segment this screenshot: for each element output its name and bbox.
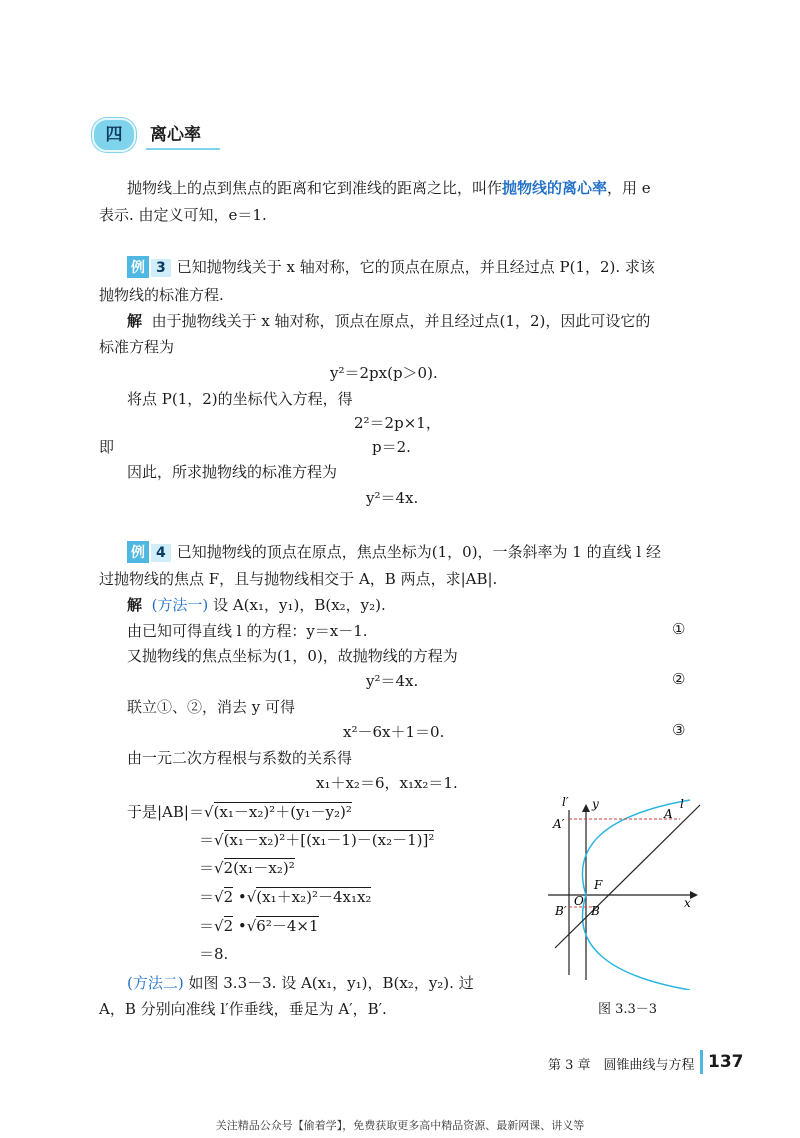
example-4-solution-line-1 xyxy=(127,594,386,615)
label-bprime: B′ xyxy=(555,904,567,918)
derivation-step-5 xyxy=(199,915,319,936)
section-badge: 四 xyxy=(92,118,136,152)
question-text: 已知抛物线关于 x 轴对称，它的顶点在原点，并且经过点 P(1，2). 求该 xyxy=(176,258,655,276)
page-number: 137 xyxy=(708,1052,744,1072)
example-4-question-line-1 xyxy=(127,541,661,563)
example-number: 3 xyxy=(151,259,171,277)
section-underline xyxy=(146,148,220,150)
label-f: F xyxy=(594,878,603,892)
equals-sign: ＝√ xyxy=(199,859,224,877)
ab-prefix: 于是|AB|＝ xyxy=(127,803,204,821)
label-aprime: A′ xyxy=(553,817,565,831)
method-two-text: 如图 3.3－3. 设 A(x₁，y₁)，B(x₂，y₂). 过 xyxy=(188,974,474,992)
radicand-5b: 6²－4×1 xyxy=(256,917,319,935)
dot-operator: •√ xyxy=(233,917,257,935)
intro-line-1 xyxy=(127,177,651,198)
derivation-result: ＝8. xyxy=(199,945,229,963)
example-label: 例 xyxy=(127,256,149,278)
example-4-focus-line: 又抛物线的焦点坐标为(1，0)，故抛物线的方程为 xyxy=(127,647,458,665)
derivation-step-3 xyxy=(199,857,295,878)
eccentricity-term: 抛物线的离心率 xyxy=(502,179,608,197)
figure-caption: 图 3.3－3 xyxy=(598,1002,658,1017)
method-two-line-2: A，B 分别向准线 l′作垂线，垂足为 A′，B′. xyxy=(99,1000,387,1018)
intro-text: 抛物线上的点到焦点的距离和它到准线的距离之比，叫作 xyxy=(127,179,503,197)
method-two-line-1 xyxy=(127,972,474,993)
x-axis-arrow xyxy=(690,891,698,899)
figure-parabola-diagram xyxy=(540,790,720,990)
solution-text: 设 A(x₁，y₁)，B(x₂，y₂). xyxy=(213,596,386,614)
label-lprime: l′ xyxy=(562,795,569,809)
equation-marker-3: ③ xyxy=(672,721,686,739)
label-a: A xyxy=(664,807,673,821)
example-number: 4 xyxy=(151,544,171,562)
example-4-parabola-equation: y²＝4x. xyxy=(366,672,419,690)
example-4-quadratic: x²－6x＋1＝0. xyxy=(343,723,445,741)
label-y: y xyxy=(592,797,599,811)
label-b: B xyxy=(591,904,600,918)
method-one-label: (方法一) xyxy=(151,596,209,614)
method-two-label: (方法二) xyxy=(127,974,184,992)
dot-operator: •√ xyxy=(233,888,257,906)
y-axis-arrow xyxy=(582,804,590,812)
example-3-solution-line-1 xyxy=(127,310,650,331)
equals-sign: ＝√ xyxy=(199,888,224,906)
example-3-ji: 即 xyxy=(99,438,115,456)
solution-text: 由于抛物线关于 x 轴对称，顶点在原点，并且经过点(1，2)，因此可设它的 xyxy=(151,312,651,330)
example-4-vieta-line: 由一元二次方程根与系数的关系得 xyxy=(127,749,353,767)
example-4-question-line-2: 过抛物线的焦点 F，且与抛物线相交于 A，B 两点，求|AB|. xyxy=(99,570,498,588)
radicand-2: (x₁－x₂)²＋[(x₁－1)－(x₂－1)]² xyxy=(223,831,435,849)
promo-note: 关注精品公众号【偷着学】，免费获取更多高中精品资源、最新网课、讲义等 xyxy=(215,1119,585,1132)
example-3-question-line-1 xyxy=(127,256,655,278)
line-l xyxy=(555,805,700,948)
chapter-label: 第 3 章 圆锥曲线与方程 xyxy=(548,1058,695,1073)
example-3-question-line-2: 抛物线的标准方程. xyxy=(99,286,224,304)
solution-label: 解 xyxy=(127,596,143,614)
intro-text-post: ，用 e xyxy=(607,179,651,197)
solution-label: 解 xyxy=(127,312,143,330)
example-4-vieta-equation: x₁＋x₂＝6，x₁x₂＝1. xyxy=(316,774,458,792)
label-x: x xyxy=(684,896,691,910)
label-o: O xyxy=(574,894,584,908)
example-3-equation-4: y²＝4x. xyxy=(366,489,419,507)
equals-sign: ＝√ xyxy=(199,831,224,849)
radicand-1: (x₁－x₂)²＋(y₁－y₂)² xyxy=(213,803,352,821)
radicand-4b: (x₁＋x₂)²－4x₁x₂ xyxy=(256,888,372,906)
equation-marker-1: ① xyxy=(672,620,686,638)
footer-accent-bar xyxy=(700,1050,703,1074)
label-l: l xyxy=(680,797,684,811)
example-3-solution-line-4: 因此，所求抛物线的标准方程为 xyxy=(127,463,338,481)
example-3-solution-line-2: 标准方程为 xyxy=(99,338,175,356)
radicand-3: 2(x₁－x₂)² xyxy=(223,859,295,877)
equals-sign: ＝√ xyxy=(199,917,224,935)
example-3-equation-2: 2²＝2p×1， xyxy=(354,414,441,432)
radicand-4a: 2 xyxy=(223,888,234,906)
example-3-solution-line-3: 将点 P(1，2)的坐标代入方程，得 xyxy=(127,390,353,408)
derivation-step-2 xyxy=(199,829,434,850)
example-3-equation-1: y²＝2px(p＞0). xyxy=(330,364,438,382)
example-label: 例 xyxy=(127,541,149,563)
section-title: 离心率 xyxy=(150,125,201,145)
example-4-line-direction: 由已知可得直线 l 的方程：y＝x－1. xyxy=(127,622,368,640)
question-text: 已知抛物线的顶点在原点，焦点坐标为(1，0)，一条斜率为 1 的直线 l 经 xyxy=(176,543,661,561)
sqrt-sign: √ xyxy=(203,803,214,821)
derivation-step-1 xyxy=(127,801,352,822)
intro-line-2: 表示. 由定义可知，e＝1. xyxy=(99,206,267,224)
equation-marker-2: ② xyxy=(672,670,686,688)
derivation-step-4 xyxy=(199,886,371,907)
example-3-equation-3: p＝2. xyxy=(372,438,411,456)
radicand-5a: 2 xyxy=(223,917,234,935)
example-4-combine-line: 联立①、②，消去 y 可得 xyxy=(127,698,296,716)
